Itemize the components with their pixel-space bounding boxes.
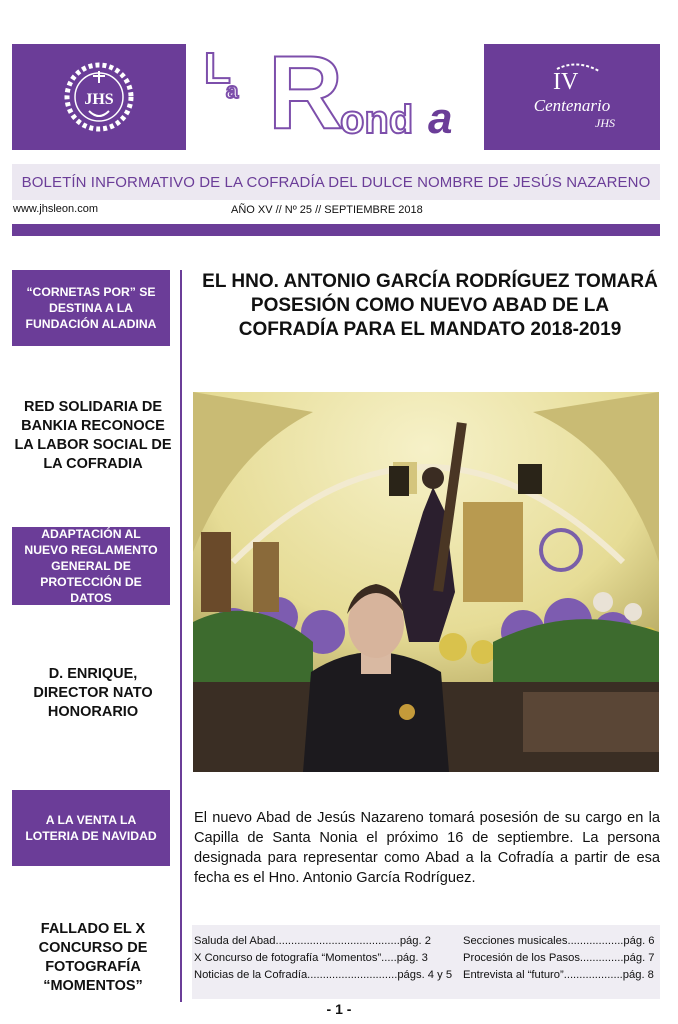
sidebar-divider xyxy=(180,270,182,1002)
toc-item-saluda[interactable]: Saluda del Abad........................................pág. 2 xyxy=(194,935,431,947)
toc-item-noticias[interactable]: Noticias de la Cofradía.............................págs. 4 y 5 xyxy=(194,969,453,981)
issue-info: AÑO XV // Nº 25 // SEPTIEMBRE 2018 xyxy=(231,204,423,216)
left-emblem-box xyxy=(12,44,186,150)
main-photo xyxy=(193,392,659,772)
title-letter-a: a xyxy=(226,78,239,103)
emblem-text: JHS xyxy=(84,91,114,108)
lead-paragraph: El nuevo Abad de Jesús Nazareno tomará posesión de su cargo en la Capilla de Santa Nonia el próximo 16 de septiembre. La persona designada para representar como Abad a la Cofradía a partir de esa fecha es el Hno. Antonio García Rodríguez. xyxy=(194,810,660,886)
header-divider xyxy=(12,224,660,236)
sidebar-item-text: ADAPTACIÓN AL NUEVO REGLAMENTO GENERAL DE PROTECCIÓN DE DATOS xyxy=(24,527,158,605)
toc-item-concurso[interactable]: X Concurso de fotografía “Momentos”.....pág. 3 xyxy=(194,952,428,964)
sidebar-item-concurso: FALLADO EL X CONCURSO DE FOTOGRAFÍA “MOMENTOS” xyxy=(38,921,148,994)
table-of-contents xyxy=(192,925,660,999)
page-number: - 1 - xyxy=(326,1001,352,1017)
title-letter-l: L xyxy=(204,44,231,93)
centenario-emblem-icon xyxy=(517,57,627,137)
jhs-emblem-icon xyxy=(59,57,139,137)
sidebar-item-proteccion-datos xyxy=(12,527,170,605)
subtitle: BOLETÍN INFORMATIVO DE LA COFRADÍA DEL DULCE NOMBRE DE JESÚS NAZARENO xyxy=(21,174,651,191)
newsletter-title xyxy=(190,35,480,152)
sidebar-item-cornetas xyxy=(12,270,170,346)
headline: EL HNO. ANTONIO GARCÍA RODRÍGUEZ TOMARÁ POSESIÓN COMO NUEVO ABAD DE LA COFRADÍA PARA EL MANDATO 2018-2019 xyxy=(202,271,658,340)
subtitle-band xyxy=(12,164,660,200)
sidebar-item-bankia: RED SOLIDARIA DE BANKIA RECONOCE LA LABOR SOCIAL DE LA COFRADIA xyxy=(14,399,172,472)
toc-item-secciones[interactable]: Secciones musicales..................pág. 6 xyxy=(463,935,655,947)
sidebar-item-text: A LA VENTA LA LOTERIA DE NAVIDAD xyxy=(25,813,157,843)
right-emblem-box xyxy=(484,44,660,150)
emblem-jhs: JHS xyxy=(595,116,615,130)
sidebar-item-loteria xyxy=(12,790,170,866)
emblem-centenario: Centenario xyxy=(533,96,611,115)
toc-item-entrevista[interactable]: Entrevista al “futuro”...................pág. 8 xyxy=(463,969,654,981)
title-letter-a-final: a xyxy=(428,94,453,143)
sidebar-item-text: “CORNETAS POR” SE DESTINA A LA FUNDACIÓN ALADINA xyxy=(25,285,157,331)
toc-item-procesion[interactable]: Procesión de los Pasos..............pág. 7 xyxy=(463,952,655,964)
title-letters-ond: ond xyxy=(340,98,414,142)
sidebar-item-enrique: D. ENRIQUE, DIRECTOR NATO HONORARIO xyxy=(33,666,153,720)
website-url[interactable]: www.jhsleon.com xyxy=(13,203,98,215)
title-letter-r: R xyxy=(268,35,344,151)
emblem-roman-numeral: IV xyxy=(553,69,579,95)
